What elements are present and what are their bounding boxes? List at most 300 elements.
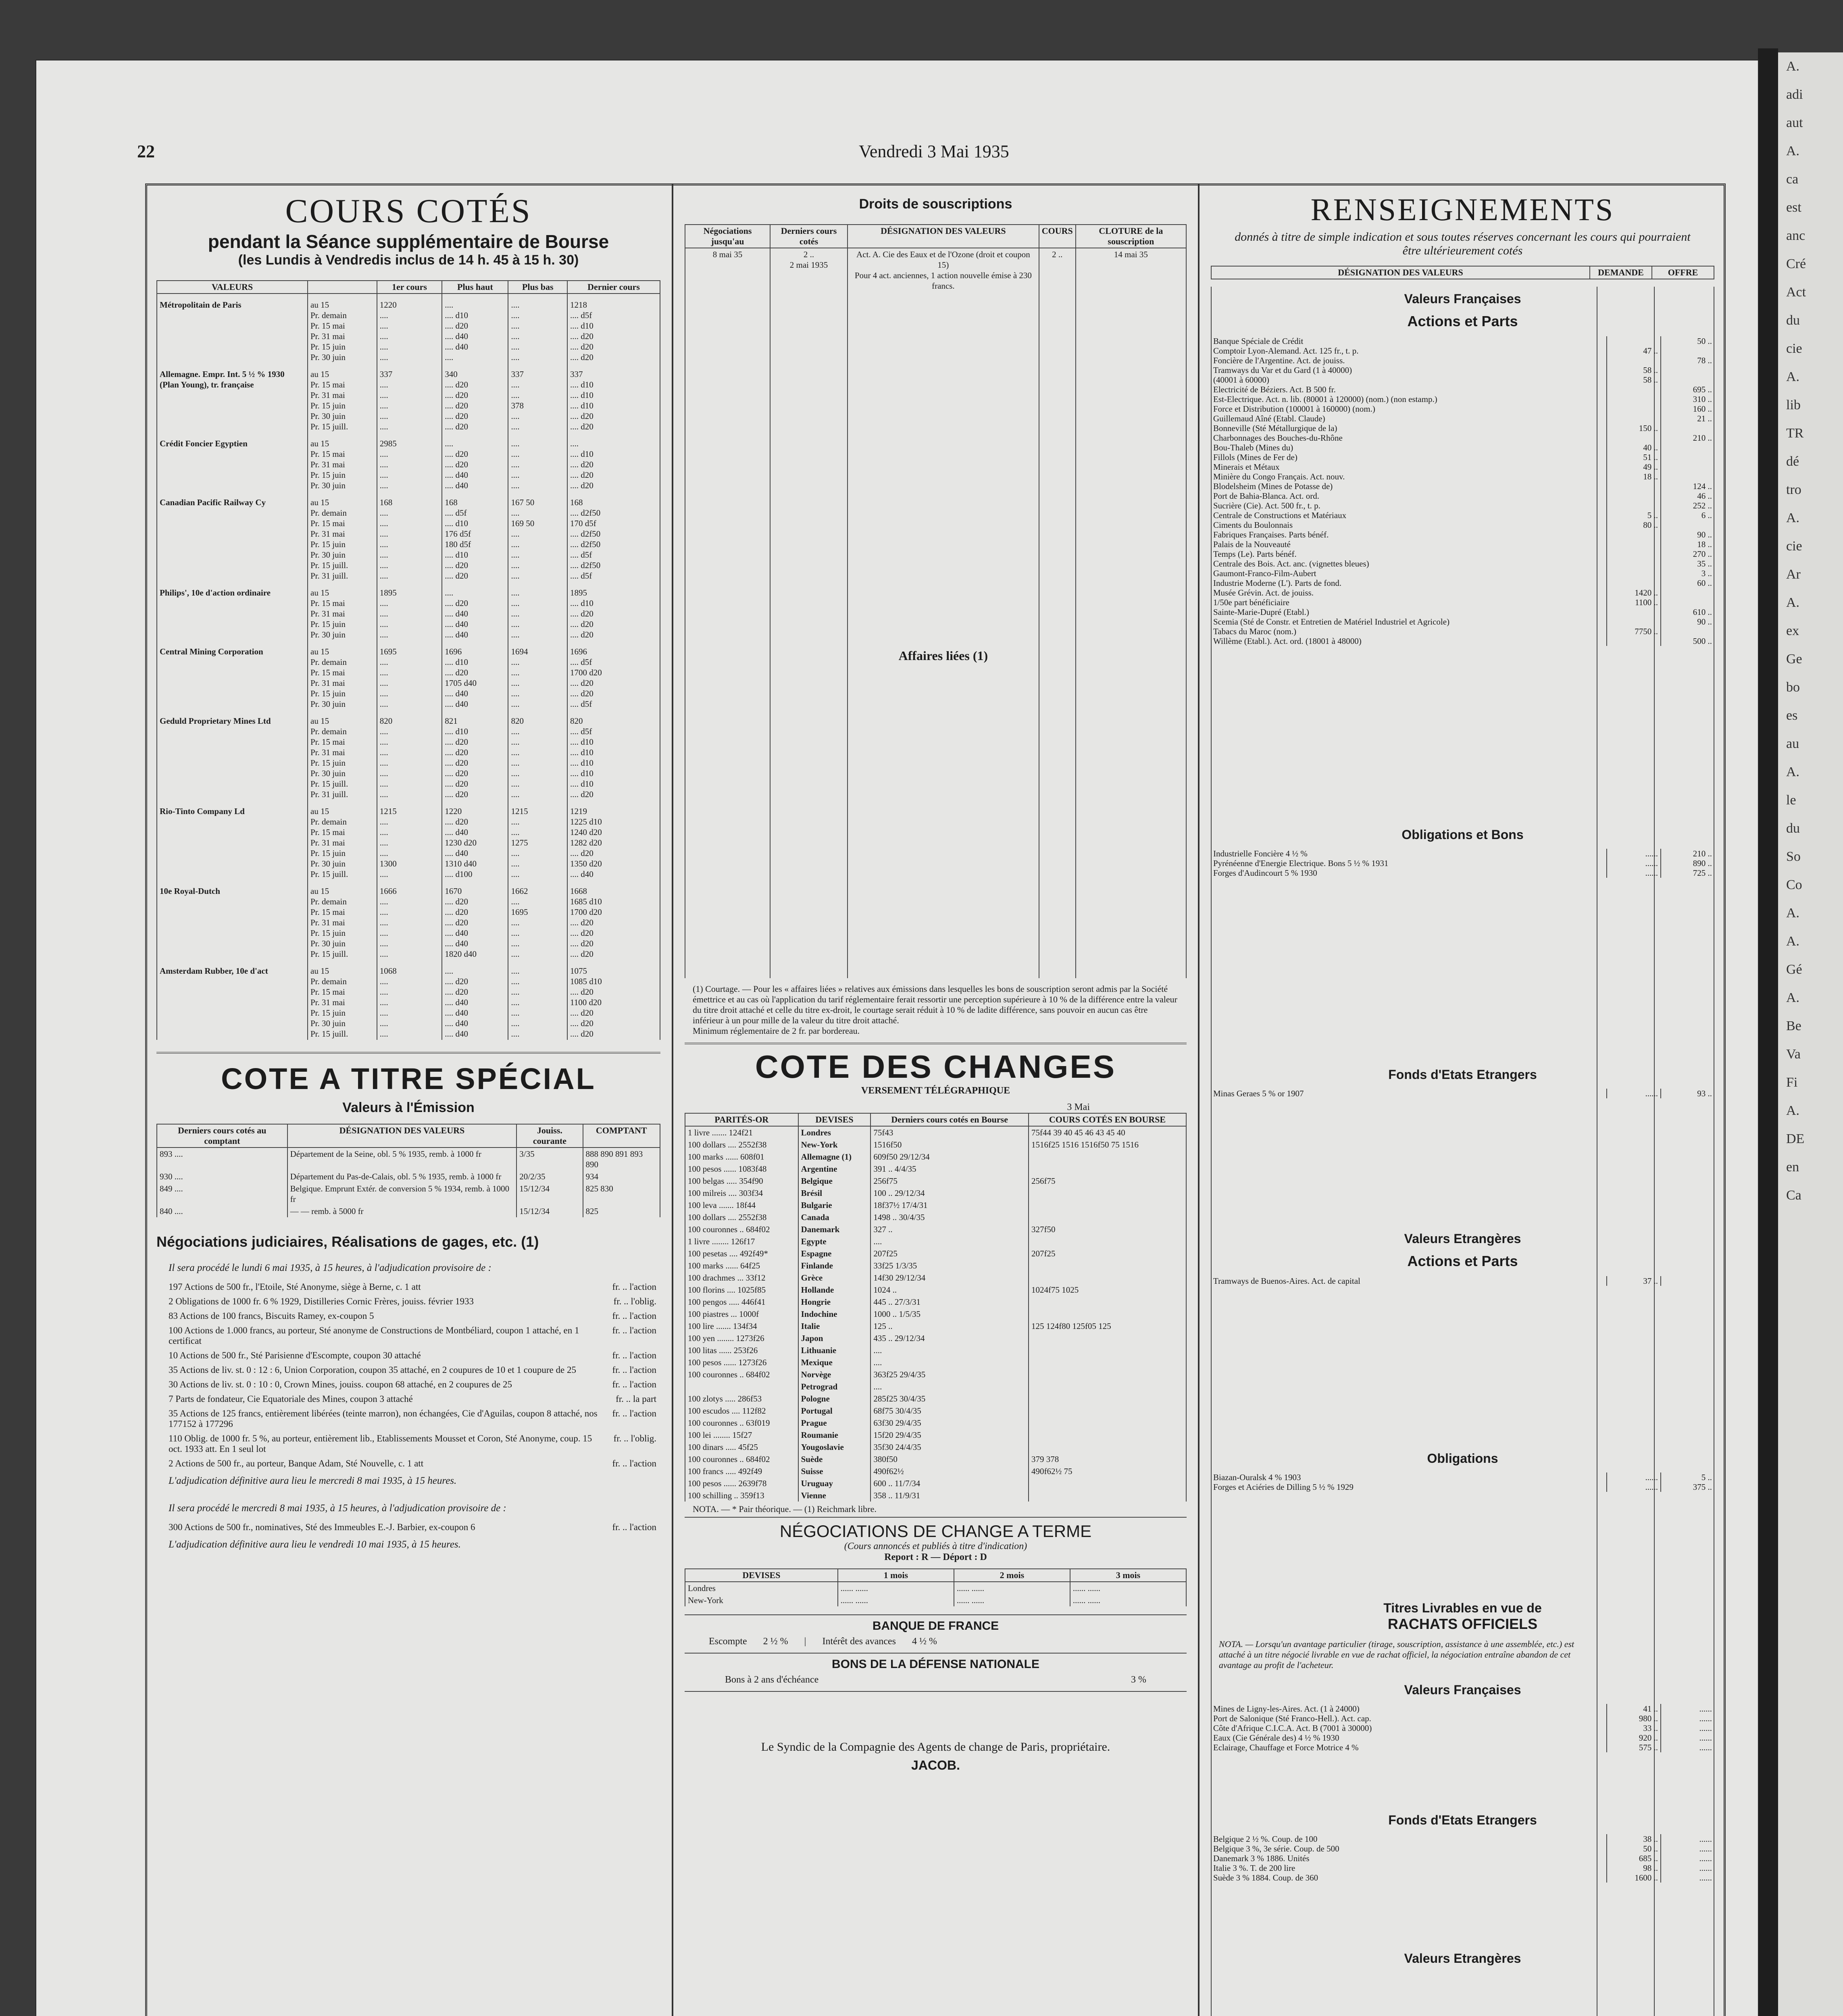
- changes-par: 100 florins .... 1025f85: [685, 1284, 798, 1296]
- strip-line: anc: [1786, 228, 1806, 243]
- rens-demande: 18 ..: [1607, 472, 1661, 481]
- banque-france-title: BANQUE DE FRANCE: [872, 1619, 999, 1633]
- rens-name: Blodelsheim (Mines de Potasse de): [1213, 481, 1333, 491]
- rens-name: Belgique 2 ½ %. Coup. de 100: [1213, 1834, 1318, 1844]
- rens-offre: ......: [1661, 1733, 1714, 1743]
- valeur-terms: au 15 Pr. demain Pr. 15 mai Pr. 31 mai Pr. 15 juin Pr. 30 juin Pr. 15 juill.: [308, 800, 377, 880]
- rens-name: Bou-Thaleb (Mines du): [1213, 443, 1293, 452]
- ct-header: 1 mois: [838, 1569, 954, 1582]
- changes-par: 100 belgas ..... 354f90: [685, 1175, 798, 1187]
- valeur-c1: 1666 .... .... .... .... .... ....: [377, 880, 442, 960]
- rens-col-offre: OFFRE: [1652, 266, 1714, 279]
- changes-cours: [1029, 1441, 1186, 1453]
- table-row: [1211, 588, 1714, 598]
- changes-cours: [1029, 1163, 1186, 1175]
- list-item: [169, 1522, 656, 1533]
- changes-dev: Roumanie: [798, 1429, 871, 1441]
- table-row: [685, 1151, 1186, 1163]
- table-row: [157, 1170, 660, 1183]
- ds-header: Négociations jusqu'au: [685, 225, 770, 248]
- table-row: [685, 1126, 1186, 1139]
- rens-demande: [1607, 481, 1661, 491]
- rens-offre: 35 ..: [1661, 559, 1714, 569]
- rens-name: Foncière de l'Argentine. Act. de jouiss.: [1213, 356, 1345, 365]
- rens-offre: [1661, 462, 1714, 472]
- item-price: fr. .. l'action: [612, 1311, 656, 1321]
- changes-last: ....: [870, 1381, 1029, 1393]
- valeur-c3: 1694 .... .... .... .... ....: [508, 641, 567, 710]
- ct-dev: Londres: [685, 1582, 838, 1594]
- ct-m1: ...... ......: [838, 1594, 954, 1606]
- rens-obligations2-table: [1211, 1472, 1714, 1492]
- valeur-c2: .... .... d20 .... d20 .... d40 .... d40 .... d40 .... d40: [442, 960, 508, 1040]
- table-row: [1211, 394, 1714, 404]
- valeur-c1: 1215 .... .... .... .... 1300 ....: [377, 800, 442, 880]
- changes-dev: Uruguay: [798, 1477, 871, 1489]
- table-row: [1211, 530, 1714, 539]
- rens-name: Biazan-Ouralsk 4 % 1903: [1213, 1472, 1301, 1482]
- strip-line: A.: [1786, 144, 1800, 158]
- changes-cours: 125 124f80 125f05 125: [1029, 1320, 1186, 1332]
- valeur-c3: .... .... .... .... ....: [508, 582, 567, 641]
- changes-par: 100 schilling .. 359f13: [685, 1489, 798, 1502]
- rens-offre: [1661, 598, 1714, 607]
- rens-demande: 51 ..: [1607, 452, 1661, 462]
- rens-name: Electricité de Béziers. Act. B 500 fr.: [1213, 385, 1336, 394]
- changes-par: 100 pesetas .... 492f49*: [685, 1248, 798, 1260]
- valeur-c4: 1668 1685 d10 1700 d20 .... d20 .... d20 .... d20 .... d20: [567, 880, 660, 960]
- rens-fonds-etats: Fonds d'Etats Etrangers: [1388, 1067, 1537, 1082]
- rens-name: Guillemaud Aîné (Etabl. Claude): [1213, 414, 1325, 423]
- item-price: fr. .. l'action: [612, 1365, 656, 1375]
- valeur-name: Rio-Tinto Company Ld: [157, 800, 308, 880]
- syndic-line: Le Syndic de la Compagnie des Agents de change de Paris, propriétaire.: [761, 1740, 1110, 1754]
- changes-par: 100 yen ........ 1273f26: [685, 1332, 798, 1344]
- valeur-c2: 821 .... d10 .... d20 .... d20 .... d20 .... d20 .... d20 .... d20: [442, 710, 508, 800]
- strip-line: Act: [1786, 285, 1806, 300]
- item-price: fr. .. l'action: [612, 1282, 656, 1292]
- changes-dev: Brésil: [798, 1187, 871, 1199]
- rens-demande: 1100 ..: [1607, 598, 1661, 607]
- ds-header: COURS: [1039, 225, 1076, 248]
- changes-par: 100 dinars ..... 45f25: [685, 1441, 798, 1453]
- ts-name: Belgique. Emprunt Extér. de conversion 5 % 1934, remb. à 1000 fr: [287, 1183, 517, 1205]
- change-terme-table: [685, 1568, 1187, 1606]
- table-row: [685, 1284, 1186, 1296]
- strip-line: Va: [1786, 1047, 1801, 1062]
- changes-last: 435 .. 29/12/34: [870, 1332, 1029, 1344]
- strip-line: TR: [1786, 426, 1804, 441]
- changes-dev: Danemark: [798, 1223, 871, 1235]
- changes-last: 75f43: [870, 1126, 1029, 1139]
- strip-line: ca: [1786, 172, 1799, 187]
- rens-name: Tramways de Buenos-Aires. Act. de capital: [1213, 1276, 1360, 1286]
- valeur-name: Central Mining Corporation: [157, 641, 308, 710]
- rens-demande: 1600 ..: [1607, 1873, 1661, 1883]
- table-row: [157, 294, 660, 363]
- ts-name: Département du Pas-de-Calais, obl. 5 % 1935, remb. à 1000 fr: [287, 1170, 517, 1183]
- table-row: [685, 1453, 1186, 1465]
- bons-defense-title: BONS DE LA DÉFENSE NATIONALE: [831, 1658, 1040, 1671]
- rens-demande: [1607, 356, 1661, 365]
- escompte-value: 2 ½ %: [763, 1636, 788, 1647]
- changes-cours: [1029, 1199, 1186, 1211]
- strip-line: au: [1786, 736, 1799, 751]
- rens-offre: [1661, 375, 1714, 385]
- rens-offre: 252 ..: [1661, 501, 1714, 510]
- table-row: [1211, 1863, 1714, 1873]
- rens-name: Force et Distribution (100001 à 160000) (nom.): [1213, 404, 1375, 414]
- ts-header: COMPTANT: [583, 1124, 660, 1148]
- page-header: [137, 141, 1718, 165]
- strip-line: lib: [1786, 398, 1801, 412]
- table-row: [685, 1223, 1186, 1235]
- valeur-terms: au 15 Pr. 15 mai Pr. 31 mai Pr. 15 juin Pr. 30 juin Pr. 15 juill.: [308, 363, 377, 433]
- change-terme-subtitle: (Cours annoncés et publiés à titre d'indication): [844, 1541, 1027, 1552]
- valeur-c1: 337 .... .... .... .... ....: [377, 363, 442, 433]
- ts-comptant: 934: [583, 1170, 660, 1183]
- list-item: [169, 1394, 656, 1404]
- table-row: [685, 1477, 1186, 1489]
- table-row: [685, 1187, 1186, 1199]
- changes-dev: Italie: [798, 1320, 871, 1332]
- valeur-c4: 1696 .... d5f 1700 d20 .... d20 .... d20 .... d5f: [567, 641, 660, 710]
- valeur-c2: 1670 .... d20 .... d20 .... d20 .... d40 .... d40 1820 d40: [442, 880, 508, 960]
- table-row: [1211, 1834, 1714, 1844]
- table-row: [685, 1248, 1186, 1260]
- affaires-liees-label: Affaires liées (1): [848, 333, 1039, 978]
- rens-actions-parts-2: Actions et Parts: [1407, 1253, 1518, 1269]
- strip-line: Cré: [1786, 256, 1806, 271]
- rens-col-designation: DÉSIGNATION DES VALEURS: [1211, 266, 1590, 279]
- changes-dev: Prague: [798, 1417, 871, 1429]
- changes-cours: [1029, 1211, 1186, 1223]
- table-row: [1211, 627, 1714, 636]
- valeur-c3: 1662 .... 1695 .... .... .... ....: [508, 880, 567, 960]
- ct-m3: ...... ......: [1070, 1582, 1186, 1594]
- rens-name: Port de Bahia-Blanca. Act. ord.: [1213, 491, 1320, 501]
- changes-cours: 490f62½ 75: [1029, 1465, 1186, 1477]
- changes-last: 600 .. 11/7/34: [870, 1477, 1029, 1489]
- strip-line: A.: [1786, 595, 1800, 610]
- ds-name: Act. A. Cie des Eaux et de l'Ozone (droit et coupon 15) Pour 4 act. anciennes, 1 action nouvelle émise à 230 francs.: [848, 248, 1039, 333]
- rens-offre: ......: [1661, 1704, 1714, 1714]
- changes-par: 100 dollars .... 2552f38: [685, 1211, 798, 1223]
- rens-name: Port de Salonique (Sté Franco-Hell.). Act. cap.: [1213, 1714, 1371, 1723]
- strip-line: du: [1786, 821, 1800, 836]
- adjudication-definitive-2: L'adjudication définitive aura lieu le vendredi 10 mai 1935, à 15 heures.: [169, 1539, 461, 1550]
- rens-name: Scemia (Sté de Constr. et Entretien de Matériel Industriel et Agricole): [1213, 617, 1450, 627]
- droits-souscription-table: [685, 224, 1187, 978]
- table-row: [685, 1381, 1186, 1393]
- rens-demande: 150 ..: [1607, 423, 1661, 433]
- strip-line: tro: [1786, 482, 1801, 497]
- changes-last: 327 ..: [870, 1223, 1029, 1235]
- ts-name: Département de la Seine, obl. 5 % 1935, remb. à 1000 fr: [287, 1148, 517, 1170]
- syndic-name: JACOB.: [911, 1758, 960, 1772]
- valeur-terms: au 15 Pr. demain Pr. 15 mai Pr. 31 mai Pr. 15 juin Pr. 30 juin Pr. 15 juill.: [308, 880, 377, 960]
- ts-last: 893 ....: [157, 1148, 287, 1170]
- strip-line: aut: [1786, 115, 1803, 130]
- ct-dev: New-York: [685, 1594, 838, 1606]
- rens-demande: 575 ..: [1607, 1743, 1661, 1752]
- changes-dev: Allemagne (1): [798, 1151, 871, 1163]
- strip-line: adi: [1786, 87, 1803, 102]
- rens-name: 1/50e part bénéficiaire: [1213, 598, 1289, 607]
- list-item: [169, 1408, 656, 1429]
- changes-last: 1516f50: [870, 1139, 1029, 1151]
- changes-dev: Belgique: [798, 1175, 871, 1187]
- rens-offre: 60 ..: [1661, 578, 1714, 588]
- rens-demande: [1607, 433, 1661, 443]
- rens-name: Mines de Ligny-les-Aires. Act. (1 à 24000): [1213, 1704, 1360, 1714]
- changes-last: 391 .. 4/4/35: [870, 1163, 1029, 1175]
- changes-cours: [1029, 1405, 1186, 1417]
- escompte-label: Escompte: [709, 1636, 747, 1647]
- rens-offre: ......: [1661, 1723, 1714, 1733]
- table-row: [1211, 569, 1714, 578]
- ts-comptant: 825: [583, 1205, 660, 1217]
- valeur-c2: 340 .... d20 .... d20 .... d20 .... d20 .... d20: [442, 363, 508, 433]
- column-right: [1200, 183, 1726, 2016]
- rens-name: Fillols (Mines de Fer de): [1213, 452, 1297, 462]
- table-row: [157, 363, 660, 433]
- changes-last: 33f25 1/3/35: [870, 1260, 1029, 1272]
- rens-demande: 1420 ..: [1607, 588, 1661, 598]
- change-terme-report: Report : R — Déport : D: [884, 1552, 987, 1562]
- item-text: 83 Actions de 100 francs, Biscuits Ramey, ex-coupon 5: [169, 1311, 374, 1321]
- valeur-c2: .... .... d10 .... d20 .... d40 .... d40 ....: [442, 294, 508, 363]
- table-row: [685, 1356, 1186, 1368]
- changes-last: 68f75 30/4/35: [870, 1405, 1029, 1417]
- valeur-terms: au 15 Pr. demain Pr. 15 mai Pr. 31 mai Pr. 15 juin Pr. 30 juin: [308, 294, 377, 363]
- changes-last: 380f50: [870, 1453, 1029, 1465]
- changes-cours: [1029, 1296, 1186, 1308]
- changes-dev: Finlande: [798, 1260, 871, 1272]
- table-row: [1211, 472, 1714, 481]
- item-text: 100 Actions de 1.000 francs, au porteur, Sté anonyme de Constructions de Montbéliard, coupon 1 attaché, en 1 certificat: [169, 1325, 579, 1346]
- strip-line: A.: [1786, 764, 1800, 779]
- table-row: [1211, 849, 1714, 858]
- item-text: 2 Actions de 500 fr., au porteur, Banque Adam, Sté Nouvelle, c. 1 att: [169, 1458, 424, 1468]
- valeur-name: Métropolitain de Paris: [157, 294, 308, 363]
- changes-header: DEVISES: [798, 1113, 871, 1126]
- table-row: [685, 1272, 1186, 1284]
- rens-name: Willème (Etabl.). Act. ord. (18001 à 48000): [1213, 636, 1362, 646]
- ts-header: Jouiss. courante: [516, 1124, 583, 1148]
- rens-offre: 210 ..: [1661, 433, 1714, 443]
- rens-offre: 6 ..: [1661, 510, 1714, 520]
- table-row: [1211, 617, 1714, 627]
- strip-line: es: [1786, 708, 1798, 723]
- courtage-minimum: Minimum réglementaire de 2 fr. par bordereau.: [693, 1026, 860, 1036]
- list-item: [169, 1282, 656, 1292]
- item-text: 2 Obligations de 1000 fr. 6 % 1929, Distilleries Cornic Frères, jouiss. février 1933: [169, 1296, 474, 1306]
- changes-cours: [1029, 1332, 1186, 1344]
- rens-offre: 500 ..: [1661, 636, 1714, 646]
- changes-cours: [1029, 1429, 1186, 1441]
- valeur-c3: .... .... .... .... ....: [508, 433, 567, 492]
- changes-header: Derniers cours cotés en Bourse: [870, 1113, 1029, 1126]
- changes-par: 100 couronnes .. 63f019: [685, 1417, 798, 1429]
- changes-par: 100 dollars .... 2552f38: [685, 1139, 798, 1151]
- rens-demande: [1607, 385, 1661, 394]
- item-price: fr. .. la part: [616, 1394, 656, 1404]
- changes-cours: [1029, 1393, 1186, 1405]
- ct-header: DEVISES: [685, 1569, 838, 1582]
- rens-demande: 58 ..: [1607, 375, 1661, 385]
- rens-actions2-table: [1211, 1276, 1714, 1286]
- changes-last: 63f30 29/4/35: [870, 1417, 1029, 1429]
- strip-line: en: [1786, 1160, 1799, 1175]
- rens-demande: ......: [1607, 1089, 1661, 1098]
- valeur-c2: .... .... d20 .... d20 .... d40 .... d40: [442, 433, 508, 492]
- rens-name: Musée Grévin. Act. de jouiss.: [1213, 588, 1314, 598]
- changes-last: 285f25 30/4/35: [870, 1393, 1029, 1405]
- changes-dev: Japon: [798, 1332, 871, 1344]
- rens-offre: 18 ..: [1661, 539, 1714, 549]
- rens-name: Tramways du Var et du Gard (1 à 40000): [1213, 365, 1352, 375]
- rens-rachats-nota: NOTA. — Lorsqu'un avantage particulier (tirage, souscription, assistance à une assemblée, etc.) est attaché à un titre négocié livrable en vue de rachat officiel, la négociation entraîne abandon de cet avantage au profit de l'acheteur.: [1219, 1639, 1574, 1670]
- valeur-c1: 2985 .... .... .... ....: [377, 433, 442, 492]
- table-row: [685, 1417, 1186, 1429]
- changes-cours: [1029, 1417, 1186, 1429]
- changes-header: PARITÉS-OR: [685, 1113, 798, 1126]
- changes-par: 100 couronnes .. 684f02: [685, 1368, 798, 1381]
- table-row: [685, 1332, 1186, 1344]
- cours-cotes-hours: (les Lundis à Vendredis inclus de 14 h. 45 à 15 h. 30): [238, 252, 579, 268]
- list-item: [169, 1311, 656, 1321]
- changes-last: 35f30 24/4/35: [870, 1441, 1029, 1453]
- table-row: [685, 1175, 1186, 1187]
- valeur-c4: 337 .... d10 .... d10 .... d10 .... d20 .... d20: [567, 363, 660, 433]
- rens-name: Sucrière (Cie). Act. 500 fr., t. p.: [1213, 501, 1320, 510]
- page-gutter: [1758, 48, 1778, 2016]
- table-row: [1211, 636, 1714, 646]
- table-row: [1211, 375, 1714, 385]
- ds-last: 2 .. 2 mai 1935: [770, 248, 848, 333]
- rens-name: Eclairage, Chauffage et Force Motrice 4 %: [1213, 1743, 1359, 1752]
- changes-cours: 379 378: [1029, 1453, 1186, 1465]
- table-row: [1211, 510, 1714, 520]
- rens-name: Charbonnages des Bouches-du-Rhône: [1213, 433, 1343, 443]
- list-item: [169, 1365, 656, 1375]
- rens-offre: [1661, 520, 1714, 530]
- rens-offre: 93 ..: [1661, 1089, 1714, 1098]
- strip-line: ex: [1786, 623, 1799, 638]
- rens-demande: 98 ..: [1607, 1863, 1661, 1873]
- cc-header: Plus bas: [508, 281, 567, 294]
- rens-name: Sainte-Marie-Dupré (Etabl.): [1213, 607, 1309, 617]
- renseignements-header: [1211, 266, 1714, 279]
- changes-par: 100 marks ...... 608f01: [685, 1151, 798, 1163]
- item-price: fr. .. l'action: [612, 1325, 656, 1335]
- rens-name: Banque Spéciale de Crédit: [1213, 336, 1304, 346]
- rens-name: Danemark 3 % 1886. Unités: [1213, 1854, 1310, 1863]
- cours-cotes-table: [156, 280, 660, 1040]
- changes-par: 100 lei ........ 15f27: [685, 1429, 798, 1441]
- changes-cours: [1029, 1489, 1186, 1502]
- table-row: [1211, 578, 1714, 588]
- changes-par: 100 pengos ..... 446f41: [685, 1296, 798, 1308]
- changes-cours: 1516f25 1516 1516f50 75 1516: [1029, 1139, 1186, 1151]
- rens-demande: [1607, 607, 1661, 617]
- changes-cours: [1029, 1187, 1186, 1199]
- valeur-c3: .... .... .... .... .... ....: [508, 294, 567, 363]
- rens-actions-parts: Actions et Parts: [1407, 313, 1518, 329]
- valeur-name: Geduld Proprietary Mines Ltd: [157, 710, 308, 800]
- strip-line: Be: [1786, 1018, 1801, 1033]
- rens-offre: 695 ..: [1661, 385, 1714, 394]
- rens-offre: 78 ..: [1661, 356, 1714, 365]
- ct-header: 2 mois: [954, 1569, 1070, 1582]
- item-price: fr. .. l'oblig.: [613, 1433, 656, 1443]
- strip-line: bo: [1786, 680, 1800, 695]
- strip-line: A.: [1786, 934, 1800, 949]
- strip-line: Fi: [1786, 1075, 1798, 1090]
- changes-last: 18f37½ 17/4/31: [870, 1199, 1029, 1211]
- rens-offre: ......: [1661, 1873, 1714, 1883]
- rens-offre: ......: [1661, 1714, 1714, 1723]
- changes-last: 100 .. 29/12/34: [870, 1187, 1029, 1199]
- list-item: [169, 1296, 656, 1307]
- changes-last: 14f30 29/12/34: [870, 1272, 1029, 1284]
- list-item: [169, 1379, 656, 1390]
- valeur-name: 10e Royal-Dutch: [157, 880, 308, 960]
- ct-m3: ...... ......: [1070, 1594, 1186, 1606]
- table-row: [685, 1489, 1186, 1502]
- ds-cloture: 14 mai 35: [1076, 248, 1186, 333]
- rens-offre: 124 ..: [1661, 481, 1714, 491]
- negociations-judiciaires-title: Négociations judiciaires, Réalisations de gages, etc. (1): [156, 1233, 539, 1250]
- changes-dev: Suisse: [798, 1465, 871, 1477]
- rens-demande: 50 ..: [1607, 1844, 1661, 1854]
- rens-name: Centrale des Bois. Act. anc. (vignettes bleues): [1213, 559, 1369, 569]
- rens-name: Forges d'Audincourt 5 % 1930: [1213, 868, 1317, 878]
- rens-demande: [1607, 569, 1661, 578]
- table-row: [1211, 491, 1714, 501]
- rens-demande: 80 ..: [1607, 520, 1661, 530]
- table-row: [1211, 346, 1714, 356]
- rens-valeurs-etrangeres-2: Valeurs Etrangères: [1404, 1951, 1521, 1966]
- rens-valeurs-etrangeres: Valeurs Etrangères: [1404, 1231, 1521, 1246]
- table-row: [685, 1199, 1186, 1211]
- rens-offre: 90 ..: [1661, 617, 1714, 627]
- table-row: [1211, 559, 1714, 569]
- rens-name: Est-Electrique. Act. n. lib. (80001 à 120000) (nom.) (non estamp.): [1213, 394, 1437, 404]
- rens-name: Minière du Congo Français. Act. nouv.: [1213, 472, 1345, 481]
- rens-offre: 310 ..: [1661, 394, 1714, 404]
- page-date: Vendredi 3 Mai 1935: [859, 142, 1009, 161]
- table-row: [1211, 549, 1714, 559]
- rens-demande: [1607, 636, 1661, 646]
- cote-changes-table: [685, 1113, 1187, 1502]
- cote-changes-title: COTE DES CHANGES: [755, 1049, 1116, 1085]
- cc-header: Dernier cours: [567, 281, 660, 294]
- changes-par: 100 francs ..... 492f49: [685, 1465, 798, 1477]
- avances-label: Intérêt des avances: [822, 1636, 896, 1647]
- valeur-c1: 1068 .... .... .... .... .... ....: [377, 960, 442, 1040]
- rens-offre: ......: [1661, 1854, 1714, 1863]
- valeur-name: Crédit Foncier Egyptien: [157, 433, 308, 492]
- ts-name: — — remb. à 5000 fr: [287, 1205, 517, 1217]
- table-row: [1211, 356, 1714, 365]
- rens-offre: 610 ..: [1661, 607, 1714, 617]
- table-row: [157, 800, 660, 880]
- valeur-c3: 337 .... .... 378 .... ....: [508, 363, 567, 433]
- rens-offre: 160 ..: [1661, 404, 1714, 414]
- valeur-c1: 1695 .... .... .... .... ....: [377, 641, 442, 710]
